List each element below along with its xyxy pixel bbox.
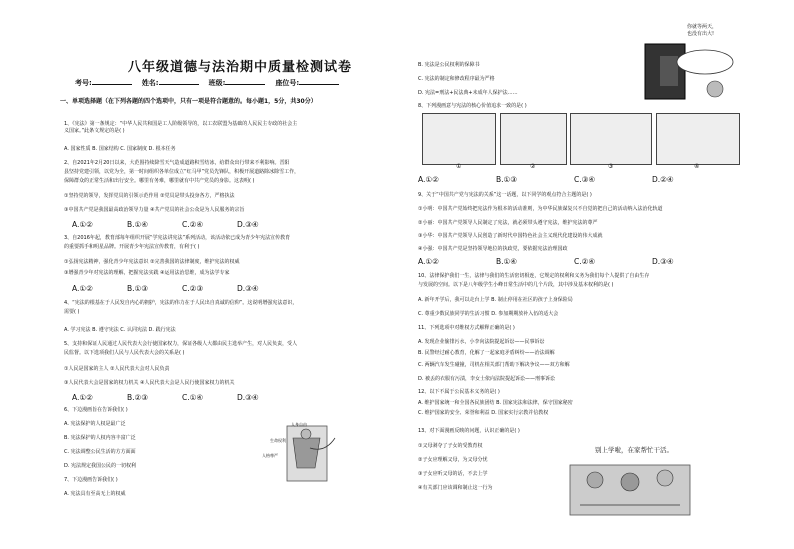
left-line: ③人民代表大会是国家的权力机关 ④人民代表大会是人民行使国家权力的机关 (64, 380, 235, 386)
right-line: ③小华：中国共产党领导人民创造了新时代中国特色社会主义现代化建设的伟大成就 (418, 233, 603, 239)
option-a[interactable]: A.①② (72, 284, 93, 293)
option-b[interactable]: B.①③ (496, 175, 517, 184)
left-line: 7、下边漫画告诉我们( ) (64, 477, 118, 483)
left-line: 4、“宪法的根基在于人民发自内心的拥护，宪法的伟力在于人民出自真诚的信仰”。这说明增强宪法意识， (64, 300, 298, 306)
cartoon-speech: 你就等两天， (687, 24, 718, 30)
option-b[interactable]: B.①④ (496, 257, 517, 266)
option-c[interactable]: C.②③ (182, 284, 204, 293)
left-line: A. 宪法保护的人权是最广泛 (64, 421, 126, 427)
left-line: 1、《宪法》第一条规定：“中华人民共和国是工人阶级领导的，以工农联盟为基础的人民民主专政的社会主 (64, 121, 298, 127)
option-d[interactable]: D.②④ (652, 175, 674, 184)
cartoon-speech: 也没有出大! (687, 31, 715, 37)
right-line: C. 尊重少数民族同学的生活习惯 D. 参加期期放补入伍的适大会 (418, 311, 559, 317)
img-number: ④ (694, 163, 700, 170)
right-line: B. 宪法是公民权利的保障书 (418, 62, 480, 68)
left-line: 需要( ) (64, 309, 80, 315)
right-line: ④小强：中国共产党是坚持领导地位的执政党，要依据宪法治理国政 (418, 246, 568, 252)
cartoon-speech: 别上学啦，在家帮忙干活。 (595, 446, 673, 454)
option-b[interactable]: B.②③ (127, 393, 148, 402)
option-c[interactable]: C.②④ (182, 220, 204, 229)
student-info-line (75, 78, 375, 88)
left-line: ③增强青少年对宪法的理解，把握宪法实践 ④运用法治思维，成为法学专家 (64, 270, 230, 276)
q9-options (418, 257, 730, 266)
left-line: ①人民是国家的主人 ②人民代表大会对人民负责 (64, 366, 170, 372)
right-line: B. 民警经过耐心教育，化解了一起家庭矛盾纠纷——治法调解 (418, 350, 555, 356)
left-line: 6、下边漫画旨在告诉我们( ) (64, 407, 128, 413)
right-line: ②子女应理解父母，为父母分忧 (418, 457, 488, 463)
left-line: 2、自2021年2月20日以来，大范围持续降雪天气造成道路积雪结冰，给群众出行带来不利影响。晋阳 (64, 160, 290, 166)
right-line: ①父母剥夺了子女的受教育权 (418, 443, 483, 449)
left-line: ①弘扬宪法精神，强化青少年宪法意识 ②完善我国的法律制度，维护宪法的权威 (64, 259, 240, 265)
cartoon-label: 人身自由 (291, 422, 307, 427)
section-heading: 一、单项选择题（在下列各题的四个选项中，只有一项是符合题意的。每小题1，5分，共30分） (60, 98, 317, 105)
option-b[interactable]: B.①④ (127, 220, 148, 229)
q8-options (418, 175, 730, 184)
left-line: ①坚持党的领导，发挥党员的引领示范作用 ②党员是带头投身各方，严格执法 (64, 193, 235, 199)
q8-image-2 (500, 113, 567, 165)
img-number: ② (530, 163, 536, 170)
q6-cartoon-image (265, 418, 355, 488)
left-line: A. 学习宪法 B. 遵守宪法 C. 认同宪法 D. 践行宪法 (64, 327, 176, 333)
left-line: 县坚持党建引领，以党为全，第一时间组织各单位成立“红马甲”党员先锋队，积极开展道路除冰除雪工作， (64, 169, 300, 175)
left-line: D. 宪法规定我国公民的一切权利 (64, 463, 137, 469)
name-blank[interactable] (159, 84, 199, 85)
right-line: C. 维护国家的安全、荣誉和利益 D. 国家实行宗教并信教权 (418, 410, 549, 416)
left-line: 民监督。以下选项我们人民与人民代表大会的关系是( ) (64, 350, 185, 356)
option-a[interactable]: A.①② (418, 257, 439, 266)
left-line: A. 宪法具有至高无上的权威 (64, 491, 126, 497)
right-line: A. 新年开学后，我可以走台上学 B. 制止停用在社区的孩子上身保险局 (418, 297, 573, 303)
left-line: A. 国家性质 B. 国家结构 C. 国家制度 D. 根本任务 (64, 146, 176, 152)
seat-blank[interactable] (299, 84, 339, 85)
option-d[interactable]: D.③④ (237, 284, 259, 293)
right-line: C. 两辆汽车发生碰撞，司机在相关部门帮助下解决争议——双方和解 (418, 362, 570, 368)
left-line: 3、自2016年起，教育部每年组织开展“学宪法讲宪法”系列活动，该活动依已成为青少年宪法宣传教育 (64, 235, 291, 241)
right-line: 9、关于“中国共产党与宪法的关系”这一话题，以下同学的观点符合主题的是( ) (418, 192, 592, 198)
right-line: 13、对下面漫画反映的问题，认识正确的是( ) (418, 428, 520, 434)
left-line: B. 宪法保护的人权内容丰富广泛 (64, 435, 136, 441)
img-number: ① (456, 163, 462, 170)
class-blank[interactable] (225, 84, 265, 85)
q3-options (72, 284, 292, 293)
right-line: 12、以下不属于公民基本义务的是( ) (418, 389, 500, 395)
option-d[interactable]: D.③④ (237, 220, 259, 229)
right-line: ①小明：中国共产党始终把宪法作为根本的活动准则，为中华民族谋复兴不自觉的把自己的活动纳入法治化轨道 (418, 206, 663, 212)
q8-image-1 (422, 113, 496, 165)
exam-number-blank[interactable] (92, 84, 132, 85)
option-a[interactable]: A.①② (418, 175, 439, 184)
option-c[interactable]: C.②④ (574, 257, 596, 266)
field-class: 班级: (209, 78, 270, 88)
cartoon-label: 人格尊严 (262, 453, 278, 458)
right-line: 11、下列选项中对维权方式解释正确的是( ) (418, 325, 515, 331)
option-c[interactable]: C.①④ (182, 393, 204, 402)
q8-image-4 (656, 113, 740, 165)
right-line: D. 被丢的衣服有污渍，李女士依向法院提起诉讼——刑事诉讼 (418, 376, 556, 382)
cartoon-label: 生命权利 (270, 438, 286, 443)
option-d[interactable]: D.③④ (652, 257, 674, 266)
option-d[interactable]: D.③④ (237, 393, 259, 402)
field-exam-number: 考号: (75, 78, 136, 88)
right-line: 8、下列漫画意与宪法的核心价值追求一致的是( ) (418, 103, 527, 109)
right-line: ④有关部门应该调和制止这一行为 (418, 485, 493, 491)
option-a[interactable]: A.①② (72, 220, 93, 229)
left-line: 5、支持和保证人民通过人民代表大会行使国家权力，保证各级人大都由民主选举产生，对人民负责，受人 (64, 341, 298, 347)
left-line: 的重要抓手和明星品牌。开展青少年宪法宣传教育，有利于( ) (64, 244, 200, 250)
q8-image-3 (570, 113, 652, 165)
right-line: C. 宪法的制定和修改程序最为严格 (418, 76, 495, 82)
option-a[interactable]: A.①② (72, 393, 93, 402)
q5-options (72, 393, 292, 402)
top-cartoon-image (620, 34, 740, 104)
option-c[interactable]: C.③④ (574, 175, 596, 184)
q2-options (72, 220, 292, 229)
right-line: 10、法律保护我们一生，法律与我们的生活密切相连，它规定的权利和义务为我们每个人提供了自由生存 (418, 273, 650, 279)
left-line: C. 宪法调整公民生活的方方面面 (64, 449, 136, 455)
right-line: A. 发现企业偷排污水，小李向法院提起诉讼——民事诉讼 (418, 339, 545, 345)
left-line: ③中国共产党是我国最高政治领导力量 ④共产党员的社会公众是为人民服务的宗旨 (64, 207, 245, 213)
page-title: 八年级道德与法治期中质量检测试卷 (127, 60, 352, 75)
img-number: ③ (608, 163, 614, 170)
right-line: ③子女应听父母的话，不去上学 (418, 471, 488, 477)
option-b[interactable]: B.①③ (127, 284, 148, 293)
field-name: 姓名: (142, 78, 203, 88)
left-line: 保障群众的正常生活和出行安全。哪里有务难，哪里就有中共产党员的身影。这表明( ) (64, 178, 255, 184)
right-line: D. 宪法=刑法+民法典+未成年人保护法…… (418, 90, 518, 96)
right-line: ②小丽：中国共产党领导人民制定了宪法，就必须带头遵守宪法，维护宪法的尊严 (418, 220, 598, 226)
field-seat: 座位号: (275, 78, 343, 88)
right-line: A. 维护国家统一和全国各民族团结 B. 国家宪法和法律，保守国家秘密 (418, 400, 573, 406)
right-line: 与发展的空间。以下是八年级学生小峰日常生活中的几个片段，其中涉及基本权利的是( ) (418, 282, 614, 288)
left-line: 义国家。”此条文规定的是( ) (64, 128, 125, 134)
